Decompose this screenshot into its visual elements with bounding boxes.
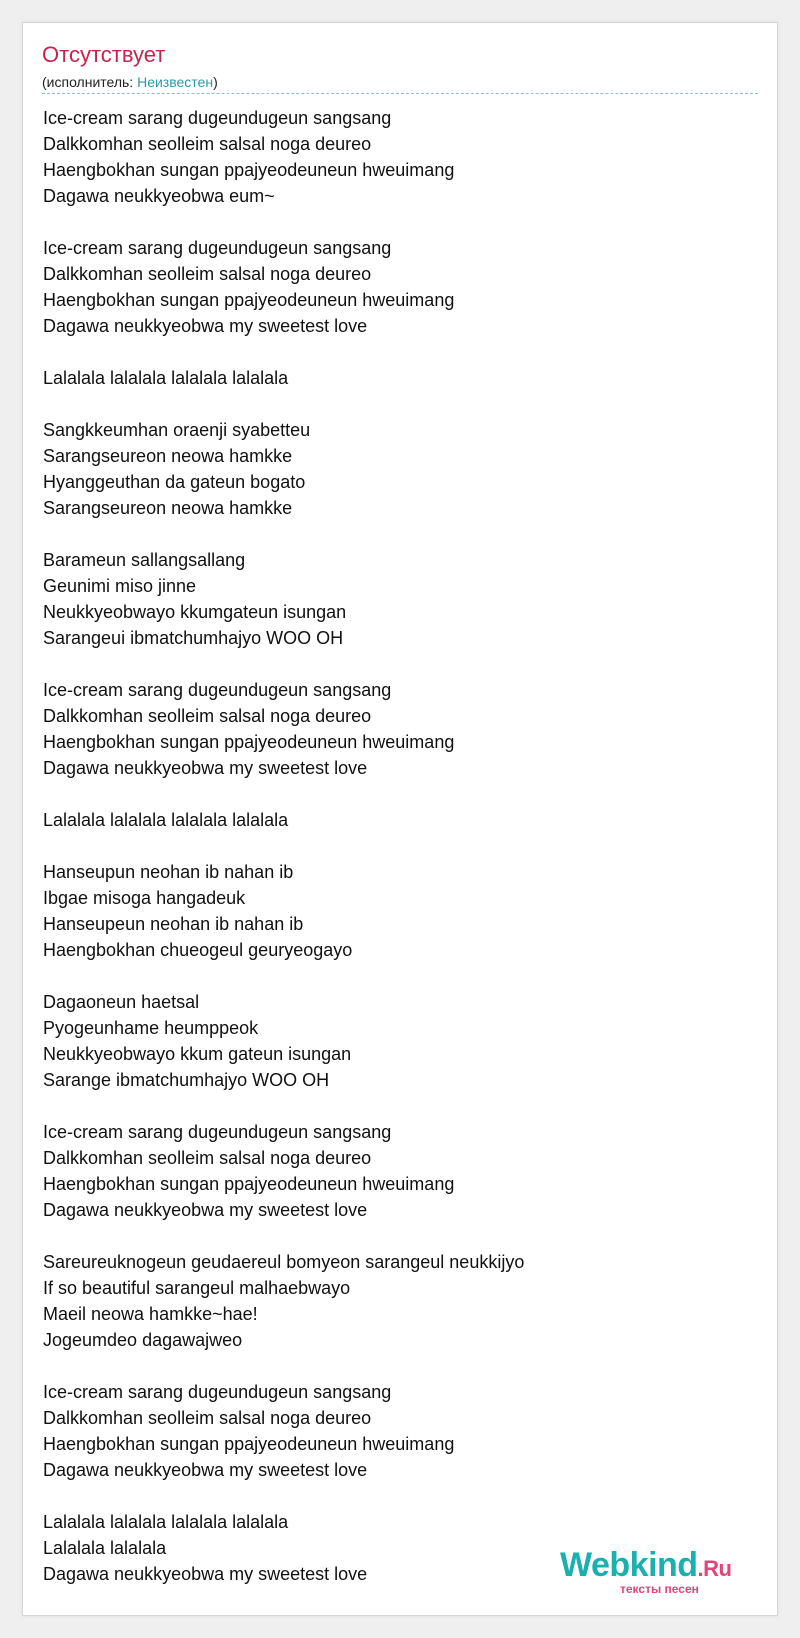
brand-tld: .Ru: [697, 1556, 732, 1581]
lyrics-stanza: [43, 1249, 759, 1353]
title-divider: [42, 93, 758, 94]
lyric-line: Dalkkomhan seolleim salsal noga deureo: [43, 264, 372, 284]
lyrics-stanza: [43, 859, 759, 963]
lyric-line: Dagawa neukkyeobwa my sweetest love: [43, 758, 368, 778]
lyric-line: Dagawa neukkyeobwa my sweetest love: [43, 1200, 368, 1220]
lyric-line: Maeil neowa hamkke~hae!: [43, 1304, 258, 1324]
lyric-line: Geunimi miso jinne: [43, 576, 197, 596]
artist-suffix: ): [213, 74, 218, 90]
lyric-line: Lalalala lalalala lalalala lalalala: [43, 368, 289, 388]
lyric-line: Dalkkomhan seolleim salsal noga deureo: [43, 1408, 372, 1428]
lyric-line: Dagawa neukkyeobwa eum~: [43, 186, 275, 206]
site-logo[interactable]: [560, 1545, 760, 1605]
lyric-line: Neukkyeobwayo kkum gateun isungan: [43, 1044, 352, 1064]
lyrics-stanza: [43, 1379, 759, 1483]
lyrics-stanza: [43, 235, 759, 339]
lyric-line: Haengbokhan chueogeul geuryeogayo: [43, 940, 353, 960]
lyric-line: Sangkkeumhan oraenji syabetteu: [43, 420, 311, 440]
lyric-line: Haengbokhan sungan ppajyeodeuneun hweuimang: [43, 290, 455, 310]
lyric-line: Dalkkomhan seolleim salsal noga deureo: [43, 706, 372, 726]
lyric-line: Haengbokhan sungan ppajyeodeuneun hweuimang: [43, 1434, 455, 1454]
artist-prefix: (исполнитель:: [42, 74, 138, 90]
lyric-line: Sarangeui ibmatchumhajyo WOO OH: [43, 628, 344, 648]
lyric-line: Neukkyeobwayo kkumgateun isungan: [43, 602, 347, 622]
lyric-line: Sarangseureon neowa hamkke: [43, 498, 293, 518]
artist-line: [42, 73, 218, 91]
lyric-line: Haengbokhan sungan ppajyeodeuneun hweuimang: [43, 160, 455, 180]
lyrics-stanza: [43, 547, 759, 651]
lyric-line: Dalkkomhan seolleim salsal noga deureo: [43, 134, 372, 154]
lyric-line: Lalalala lalalala: [43, 1538, 167, 1558]
lyrics-stanza: [43, 1119, 759, 1223]
lyric-line: Dagawa neukkyeobwa my sweetest love: [43, 316, 368, 336]
lyrics-stanza: [43, 677, 759, 781]
lyric-line: Hanseupun neohan ib nahan ib: [43, 862, 294, 882]
lyric-line: Ibgae misoga hangadeuk: [43, 888, 246, 908]
artist-link[interactable]: Неизвестен: [137, 74, 214, 90]
lyric-line: Haengbokhan sungan ppajyeodeuneun hweuimang: [43, 1174, 455, 1194]
lyrics-stanza: [43, 989, 759, 1093]
brand-tagline: тексты песен: [620, 1582, 699, 1596]
lyrics-stanza: [43, 105, 759, 209]
lyric-line: Dagaoneun haetsal: [43, 992, 200, 1012]
lyric-line: Ice-cream sarang dugeundugeun sangsang: [43, 680, 392, 700]
lyric-line: Hyanggeuthan da gateun bogato: [43, 472, 306, 492]
lyrics-stanza: [43, 365, 759, 391]
lyric-line: Dagawa neukkyeobwa my sweetest love: [43, 1564, 368, 1584]
lyric-line: Pyogeunhame heumppeok: [43, 1018, 259, 1038]
lyric-line: Sareureuknogeun geudaereul bomyeon sarangeul neukkijyo: [43, 1252, 525, 1272]
lyric-line: Ice-cream sarang dugeundugeun sangsang: [43, 1122, 392, 1142]
lyric-line: Jogeumdeo dagawajweo: [43, 1330, 243, 1350]
lyric-line: Sarangseureon neowa hamkke: [43, 446, 293, 466]
lyric-line: If so beautiful sarangeul malhaebwayo: [43, 1278, 351, 1298]
lyric-line: Ice-cream sarang dugeundugeun sangsang: [43, 238, 392, 258]
lyric-line: Lalalala lalalala lalalala lalalala: [43, 810, 289, 830]
lyric-line: Sarange ibmatchumhajyo WOO OH: [43, 1070, 330, 1090]
song-title: Отсутствует: [42, 42, 166, 67]
lyrics-stanza: [43, 417, 759, 521]
lyrics-stanza: [43, 807, 759, 833]
lyric-line: Dalkkomhan seolleim salsal noga deureo: [43, 1148, 372, 1168]
lyric-line: Ice-cream sarang dugeundugeun sangsang: [43, 108, 392, 128]
lyrics-card: [22, 22, 778, 1616]
lyric-line: Dagawa neukkyeobwa my sweetest love: [43, 1460, 368, 1480]
lyric-line: Haengbokhan sungan ppajyeodeuneun hweuimang: [43, 732, 455, 752]
lyric-line: Ice-cream sarang dugeundugeun sangsang: [43, 1382, 392, 1402]
lyrics-text: [43, 105, 759, 1613]
lyric-line: Lalalala lalalala lalalala lalalala: [43, 1512, 289, 1532]
brand-name: Webkind: [560, 1546, 698, 1584]
lyric-line: Barameun sallangsallang: [43, 550, 246, 570]
lyric-line: Hanseupeun neohan ib nahan ib: [43, 914, 304, 934]
